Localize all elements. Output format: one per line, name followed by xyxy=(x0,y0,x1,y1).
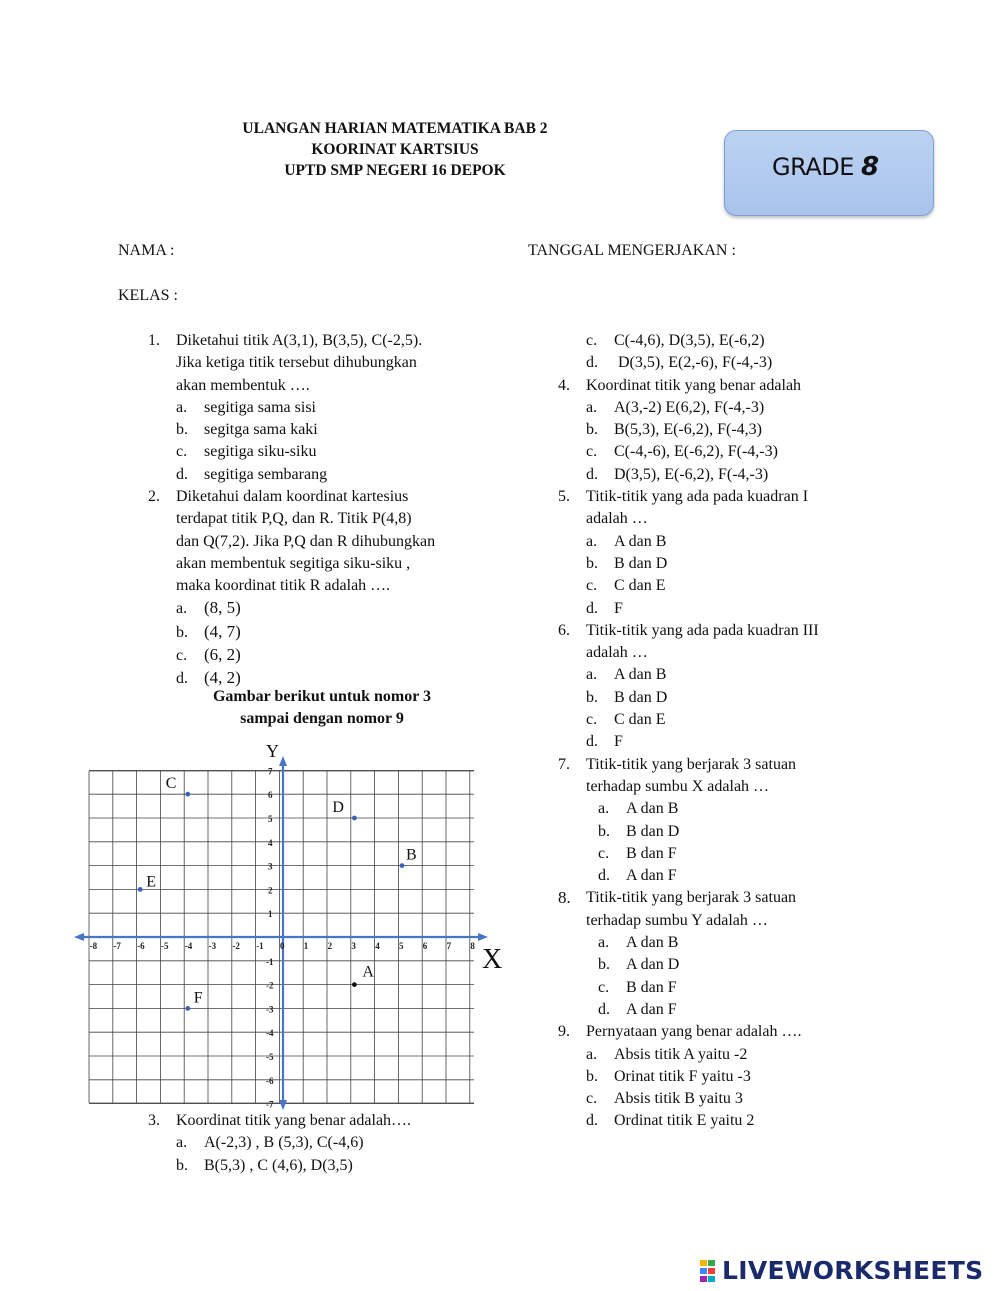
option-text: B dan D xyxy=(626,822,680,840)
x-tick-label: -2 xyxy=(232,941,240,951)
option-text: segitiga sembarang xyxy=(204,465,328,483)
option-text: Absis titik A yaitu -2 xyxy=(614,1045,748,1063)
answer-option[interactable] xyxy=(586,1044,958,1066)
question-text-line: Koordinat titik yang benar adalah xyxy=(586,376,802,394)
option-text: segitiga siku-siku xyxy=(204,443,317,461)
option-text: A dan B xyxy=(626,934,679,952)
x-tick-label: 8 xyxy=(470,941,475,951)
option-letter: b. xyxy=(176,623,188,641)
option-text: D(3,5), E(-6,2), F(-4,-3) xyxy=(614,465,769,483)
answer-option[interactable] xyxy=(586,575,958,597)
option-letter: d. xyxy=(586,733,598,751)
logo-text: LIVEWORKSHEETS xyxy=(722,1256,984,1285)
option-letter: c. xyxy=(176,443,188,461)
option-letter: d. xyxy=(176,465,188,483)
option-letter: c. xyxy=(586,711,598,729)
answer-option[interactable] xyxy=(586,687,958,709)
answer-option[interactable] xyxy=(598,932,958,954)
option-letter: a. xyxy=(176,398,188,416)
answer-option[interactable] xyxy=(586,1066,958,1088)
liveworksheets-logo[interactable] xyxy=(700,1256,983,1285)
y-tick-label: 2 xyxy=(268,885,273,896)
x-axis-label: X xyxy=(482,944,503,975)
question-text-line: maka koordinat titik R adalah …. xyxy=(176,577,391,595)
option-text: C dan E xyxy=(614,577,666,595)
option-text: B dan D xyxy=(614,688,668,706)
question-text-line: Titik-titik yang ada pada kuadran III xyxy=(586,621,819,639)
question-text-line: terdapat titik P,Q, dan R. Titik P(4,8) xyxy=(176,510,412,528)
option-text: (4, 2) xyxy=(204,668,241,688)
x-tick-label: -8 xyxy=(89,941,98,951)
option-letter: d. xyxy=(598,1000,610,1018)
x-tick-label: -5 xyxy=(161,941,169,951)
option-text: A(3,-2) E(6,2), F(-4,-3) xyxy=(614,398,765,416)
y-tick-label: 4 xyxy=(268,837,273,848)
option-letter: b. xyxy=(586,421,598,439)
y-axis-arrow xyxy=(279,756,287,766)
point-a-marker xyxy=(352,982,357,987)
point-d-marker xyxy=(352,816,357,821)
question-number: 5. xyxy=(558,488,570,506)
question-number: 1. xyxy=(148,332,160,349)
y-tick-label: -5 xyxy=(266,1052,274,1062)
x-tick-label: -6 xyxy=(137,941,145,951)
question-text-line: terhadap sumbu Y adalah … xyxy=(586,911,768,929)
y-tick-label: 3 xyxy=(268,861,273,872)
y-tick-label: -2 xyxy=(266,980,274,991)
question-text-line: Diketahui titik A(3,1), B(3,5), C(-2,5). xyxy=(176,332,423,349)
option-text: D(3,5), E(2,-6), F(-4,-3) xyxy=(614,354,773,372)
question-text-line: dan Q(7,2). Jika P,Q dan R dihubungkan xyxy=(176,532,436,550)
question-number: 7. xyxy=(558,755,570,773)
option-letter: a. xyxy=(586,532,598,550)
option-text: (6, 2) xyxy=(204,645,241,665)
option-letter: c. xyxy=(598,978,610,996)
question-text-line: adalah … xyxy=(586,510,648,528)
answer-option[interactable] xyxy=(586,352,958,374)
answer-option[interactable] xyxy=(176,1132,508,1154)
question-text-line: Titik-titik yang ada pada kuadran I xyxy=(586,488,809,506)
option-letter: a. xyxy=(586,1045,598,1063)
option-text: A dan B xyxy=(614,532,667,550)
point-e-label: E xyxy=(146,873,156,891)
option-text: A dan B xyxy=(614,666,667,684)
question-text-line: akan membentuk …. xyxy=(176,376,310,394)
caption-line: Gambar berikut untuk nomor 3 xyxy=(212,688,432,705)
answer-option[interactable] xyxy=(586,441,958,463)
y-tick-label: -4 xyxy=(266,1028,274,1039)
option-letter: a. xyxy=(176,1134,188,1152)
question-5 xyxy=(558,486,958,620)
option-letter: b. xyxy=(586,554,598,572)
point-c-marker xyxy=(185,792,190,797)
answer-option[interactable] xyxy=(598,843,958,865)
question-3 xyxy=(148,1110,508,1177)
question-text-line: Titik-titik yang berjarak 3 satuan xyxy=(586,889,797,907)
question-number: 6. xyxy=(558,621,570,639)
point-f-marker xyxy=(185,1006,190,1011)
grade-number: 8 xyxy=(861,152,879,182)
point-a-label: A xyxy=(362,963,374,981)
question-text-line: adalah … xyxy=(586,644,648,662)
option-letter: d. xyxy=(586,1112,598,1130)
option-letter: b. xyxy=(598,956,610,974)
header-title: ULANGAN HARIAN MATEMATIKA BAB 2 xyxy=(242,120,548,137)
answer-option[interactable] xyxy=(598,954,958,976)
point-d-label: D xyxy=(332,799,344,816)
y-tick-label: -7 xyxy=(266,1099,274,1110)
option-letter: c. xyxy=(586,332,598,349)
x-tick-label: 6 xyxy=(422,941,428,951)
caption-line: sampai dengan nomor 9 xyxy=(240,710,404,727)
y-tick-label: -1 xyxy=(266,956,274,967)
question-8 xyxy=(558,887,958,1021)
option-text: A dan D xyxy=(626,956,680,974)
question-number: 9. xyxy=(558,1023,570,1041)
option-letter: b. xyxy=(176,421,188,439)
point-f-label: F xyxy=(193,989,203,1007)
option-letter: c. xyxy=(586,577,598,595)
point-c-label: C xyxy=(165,775,177,793)
answer-option[interactable] xyxy=(598,798,958,820)
option-text: B(5,3), E(-6,2), F(-4,3) xyxy=(614,421,762,439)
y-axis-arrow xyxy=(279,1100,287,1110)
option-letter: b. xyxy=(586,688,598,706)
option-text: C dan E xyxy=(614,711,666,729)
option-text: (8, 5) xyxy=(204,598,241,618)
answer-option[interactable] xyxy=(586,464,958,486)
option-text: (4, 7) xyxy=(204,621,241,641)
option-letter: c. xyxy=(586,1090,598,1108)
answer-option[interactable] xyxy=(598,977,958,999)
option-text: Absis titik B yaitu 3 xyxy=(614,1090,743,1108)
option-text: A(-2,3) , B (5,3), C(-4,6) xyxy=(204,1134,364,1152)
option-letter: b. xyxy=(598,822,610,840)
answer-option[interactable] xyxy=(586,664,958,686)
header-subtitle: KOORINAT KARTSIUS xyxy=(311,141,479,158)
y-tick-label: 6 xyxy=(268,790,273,801)
x-tick-label: 2 xyxy=(327,941,333,951)
x-tick-label: 7 xyxy=(446,941,452,951)
option-letter: d. xyxy=(598,867,610,885)
question-text-line: Titik-titik yang berjarak 3 satuan xyxy=(586,755,797,773)
option-letter: b. xyxy=(176,1156,188,1174)
option-text: segitiga sama sisi xyxy=(204,398,316,416)
y-tick-label: 5 xyxy=(268,814,273,824)
option-text: C(-4,-6), E(-6,2), F(-4,-3) xyxy=(614,443,778,461)
option-text: Orinat titik F yaitu -3 xyxy=(614,1067,751,1085)
option-letter: a. xyxy=(176,600,188,618)
answer-option[interactable] xyxy=(586,531,958,553)
point-e-marker xyxy=(138,887,143,892)
option-letter: d. xyxy=(586,599,598,617)
option-text: B dan F xyxy=(626,844,677,862)
answer-option[interactable] xyxy=(598,821,958,843)
header-school: UPTD SMP NEGERI 16 DEPOK xyxy=(284,162,506,179)
question-9 xyxy=(558,1021,958,1132)
option-letter: c. xyxy=(598,844,610,862)
x-tick-label: 0 xyxy=(280,941,285,951)
option-text: Ordinat titik E yaitu 2 xyxy=(614,1112,755,1130)
question-6 xyxy=(558,620,958,754)
answer-option[interactable] xyxy=(586,1110,958,1132)
question-text-line: Jika ketiga titik tersebut dihubungkan xyxy=(176,354,417,372)
graph-axes xyxy=(74,741,502,1110)
answer-option[interactable] xyxy=(586,709,958,731)
option-letter: a. xyxy=(586,398,598,416)
option-letter: d. xyxy=(176,670,188,688)
y-tick-label: 1 xyxy=(268,909,273,920)
question-number: 2. xyxy=(148,488,160,505)
question-7 xyxy=(558,754,958,888)
option-text: A dan F xyxy=(626,867,677,885)
option-text: A dan B xyxy=(626,800,679,818)
y-tick-label: -6 xyxy=(266,1075,274,1086)
answer-option[interactable] xyxy=(598,999,958,1021)
option-letter: c. xyxy=(176,647,188,665)
x-tick-label: 3 xyxy=(351,941,356,951)
option-text: B(5,3) , C (4,6), D(3,5) xyxy=(204,1156,353,1174)
point-b-marker xyxy=(400,863,405,868)
option-text: B dan D xyxy=(614,554,668,572)
x-axis-arrow xyxy=(74,933,84,941)
question-number: 4. xyxy=(558,376,570,394)
x-tick-label: -7 xyxy=(113,941,121,951)
option-text: B dan F xyxy=(626,978,677,996)
option-text: segitga sama kaki xyxy=(204,421,318,439)
answer-option[interactable] xyxy=(586,397,958,419)
option-text: F xyxy=(614,599,623,617)
y-axis-label: Y xyxy=(266,741,279,761)
liveworksheets-logo-icon xyxy=(700,1259,716,1281)
answer-option[interactable] xyxy=(586,598,958,620)
option-text: A dan F xyxy=(626,1000,677,1018)
answer-option[interactable] xyxy=(586,330,958,352)
answer-option[interactable] xyxy=(176,1155,508,1177)
question-number: 8. xyxy=(558,888,571,908)
answer-option[interactable] xyxy=(586,419,958,441)
option-letter: b. xyxy=(586,1067,598,1085)
option-letter: c. xyxy=(586,443,598,461)
option-letter: a. xyxy=(586,666,598,684)
point-b-label: B xyxy=(406,846,417,864)
question-text-line: terhadap sumbu X adalah … xyxy=(586,777,770,795)
question-text-line: Pernyataan yang benar adalah …. xyxy=(586,1023,802,1041)
answer-option[interactable] xyxy=(586,1088,958,1110)
grade-label-text: GRADE xyxy=(772,153,854,181)
option-text: C(-4,6), D(3,5), E(-6,2) xyxy=(614,332,765,349)
tanggal-field-label: TANGGAL MENGERJAKAN : xyxy=(528,242,736,259)
right-column xyxy=(558,330,958,1133)
x-tick-label: -1 xyxy=(256,941,264,951)
x-tick-label: 1 xyxy=(303,941,309,951)
x-tick-label: -4 xyxy=(184,941,193,951)
y-tick-label: -3 xyxy=(266,1004,274,1015)
x-tick-label: -3 xyxy=(208,941,217,951)
question-text-line: Diketahui dalam koordinat kartesius xyxy=(176,488,409,505)
option-text: F xyxy=(614,733,623,751)
y-tick-label: 7 xyxy=(268,766,273,777)
question-text-line: Koordinat titik yang benar adalah…. xyxy=(176,1112,412,1129)
option-letter: a. xyxy=(598,800,610,818)
x-tick-label: 5 xyxy=(399,941,404,951)
answer-option[interactable] xyxy=(598,865,958,887)
question-4 xyxy=(558,375,958,486)
x-axis-arrow xyxy=(478,933,488,941)
option-letter: d. xyxy=(586,354,598,372)
option-letter: d. xyxy=(586,465,598,483)
x-tick-label: 4 xyxy=(375,941,380,951)
answer-option[interactable] xyxy=(586,553,958,575)
question-number: 3. xyxy=(148,1112,160,1129)
question-text-line: akan membentuk segitiga siku-siku , xyxy=(176,554,411,572)
kelas-field-label: KELAS : xyxy=(118,287,178,304)
option-letter: a. xyxy=(598,934,610,952)
nama-field-label: NAMA : xyxy=(118,242,175,259)
answer-option[interactable] xyxy=(586,731,958,753)
